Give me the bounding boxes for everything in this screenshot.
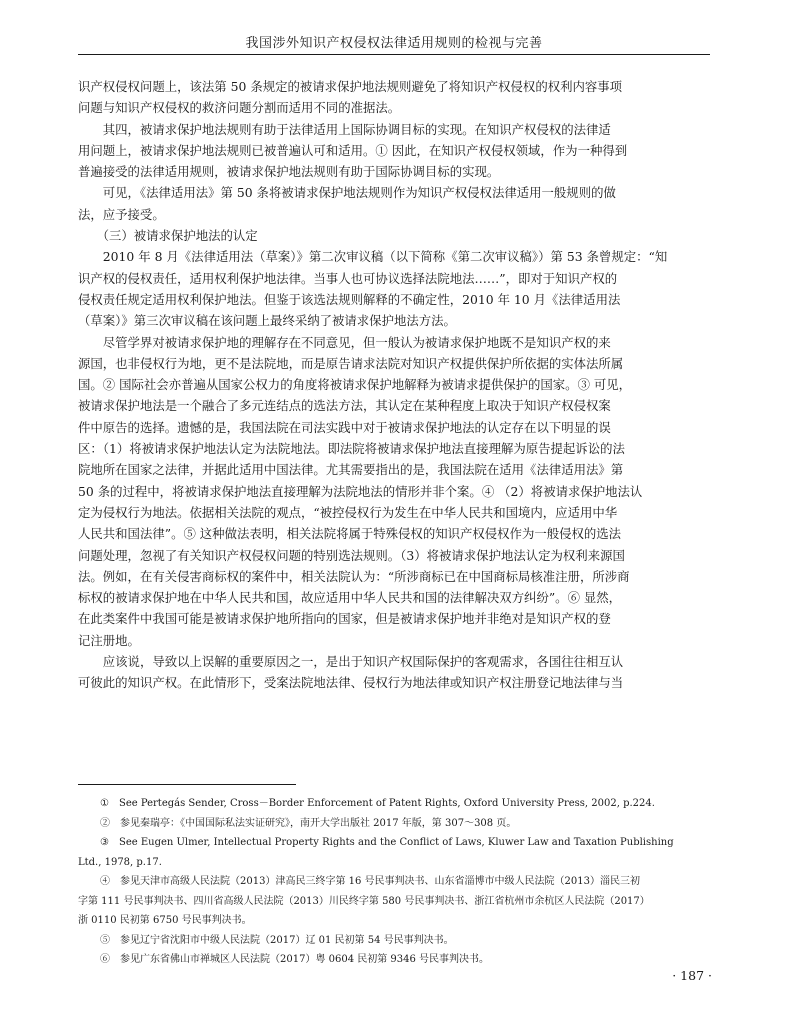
- footnote-line: Ltd., 1978, p.17.: [78, 856, 162, 868]
- text-line: 在此类案件中我国可能是被请求保护地所指向的国家，但是被请求保护地并非绝对是知识产权的登: [78, 611, 611, 627]
- text-line: 区：（1）将被请求保护地法认定为法院地法。即法院将被请求保护地法直接理解为原告提起诉讼的法: [78, 441, 625, 457]
- footnote-line: ④ 参见天津市高级人民法院（2013）津高民三终字第 16 号民事判决书、山东省淄博市中级人民法院（2013）淄民三初: [100, 876, 640, 887]
- text-line: 被请求保护地法是一个融合了多元连结点的选法方法，其认定在某种程度上取决于知识产权侵权案: [78, 398, 611, 414]
- page-number: · 187 ·: [672, 968, 712, 983]
- footnote-line: ② 参见秦瑞亭：《中国国际私法实证研究》，南开大学出版社 2017 年版，第 307～308 页。: [100, 817, 517, 829]
- text-line: 问题处理，忽视了有关知识产权侵权问题的特别选法规则。（3）将被请求保护地法认定为权利来源国: [78, 547, 625, 563]
- footnote-separator: [78, 784, 296, 785]
- text-line: （三）被请求保护地法的认定: [78, 228, 258, 244]
- text-line: 侵权责任规定适用权利保护地法。但鉴于该选法规则解释的不确定性，2010 年 10 月《法律适用法: [78, 291, 621, 307]
- text-line: 院地所在国家之法律，并据此适用中国法律。尤其需要指出的是，我国法院在适用《法律适用法》第: [78, 462, 624, 478]
- text-line: 源国，也非侵权行为地，更不是法院地，而是原告请求法院对知识产权提供保护所依据的实体法所属: [78, 355, 624, 371]
- footnote-line: ⑥ 参见广东省佛山市禅城区人民法院（2017）粤 0604 民初第 9346 号民事判决书。: [100, 954, 490, 965]
- text-line: 可见，《法律适用法》第 50 条将被请求保护地法规则作为知识产权侵权法律适用一般规则的做: [78, 185, 616, 201]
- footnote-line: 字第 111 号民事判决书、四川省高级人民法院（2013）川民终字第 580 号民事判决书、浙江省杭州市余杭区人民法院（2017）: [78, 895, 650, 907]
- text-line: 法，应予接受。: [78, 206, 165, 222]
- text-line: 其四，被请求保护地法规则有助于法律适用上国际协调目标的实现。在知识产权侵权的法律适: [78, 121, 611, 137]
- text-line: 普遍接受的法律适用规则，被请求保护地法规则有助于国际协调目标的实现。: [78, 164, 500, 180]
- text-line: 可彼此的知识产权。在此情形下，受案法院地法律、侵权行为地法律或知识产权注册登记地法律与当: [78, 675, 624, 691]
- footnotes: [78, 794, 710, 970]
- text-line: 国。② 国际社会亦普遍从国家公权力的角度将被请求保护地解释为被请求提供保护的国家。③ 可见，: [78, 377, 632, 393]
- text-line: 识产权侵权问题上，该法第 50 条规定的被请求保护地法规则避免了将知识产权侵权的权利内容事项: [78, 79, 623, 94]
- footnote-line: ⑤ 参见辽宁省沈阳市中级人民法院（2017）辽 01 民初第 54 号民事判决书。: [100, 934, 454, 946]
- main-text: [78, 76, 710, 694]
- text-line: 人民共和国法律”。⑤ 这种做法表明，相关法院将属于特殊侵权的知识产权侵权作为一般侵权的选法: [78, 526, 622, 542]
- footnote-line: 浙 0110 民初第 6750 号民事判决书。: [78, 915, 252, 926]
- text-line: （草案）》第三次审议稿在该问题上最终采纳了被请求保护地法方法。: [78, 313, 456, 329]
- text-line: 法。例如，在有关侵害商标权的案件中，相关法院认为：“所涉商标已在中国商标局核准注册，所涉商: [78, 568, 630, 584]
- text-line: 标权的被请求保护地在中华人民共和国，故应适用中华人民共和国的法律解决双方纠纷”。⑥ 显然，: [78, 590, 622, 606]
- text-line: 记注册地。: [78, 632, 140, 648]
- text-line: 尽管学界对被请求保护地的理解存在不同意见，但一般认为被请求保护地既不是知识产权的来: [78, 334, 611, 350]
- text-line: 识产权的侵权责任，适用权利保护地法律。当事人也可协议选择法院地法……”，即对于知识产权的: [78, 270, 618, 286]
- text-line: 50 条的过程中，将被请求保护地法直接理解为法院地法的情形并非个案。④ （2）将被请求保护地法认: [78, 483, 643, 499]
- text-line: 定为侵权行为地法。依据相关法院的观点，“被控侵权行为发生在中华人民共和国境内，应适用中华: [78, 504, 618, 520]
- text-line: 应该说，导致以上误解的重要原因之一，是出于知识产权国际保护的客观需求，各国往往相互认: [78, 654, 624, 670]
- text-line: 件中原告的选择。遗憾的是，我国法院在司法实践中对于被请求保护地法的认定存在以下明显的误: [78, 419, 611, 435]
- header-rule: [78, 54, 710, 55]
- running-header: 我国涉外知识产权侵权法律适用规则的检视与完善: [245, 36, 543, 51]
- text-line: 问题与知识产权侵权的救济问题分割而适用不同的准据法。: [78, 100, 401, 116]
- text-line: 2010 年 8 月《法律适用法（草案）》第二次审议稿（以下简称《第二次审议稿》）第 53 条曾规定：“知: [78, 249, 668, 265]
- text-line: 用问题上，被请求保护地法规则已被普遍认可和适用。① 因此，在知识产权侵权领域，作为一种得到: [78, 142, 628, 158]
- footnote-line: ① See Pertegás Sender, Cross－Border Enforcement of Patent Rights, Oxford University Press, 2002, p.224.: [100, 798, 655, 809]
- footnote-line: ③ See Eugen Ulmer, Intellectual Property Rights and the Conflict of Laws, Kluwer Law and Taxation Publishing: [100, 837, 674, 848]
